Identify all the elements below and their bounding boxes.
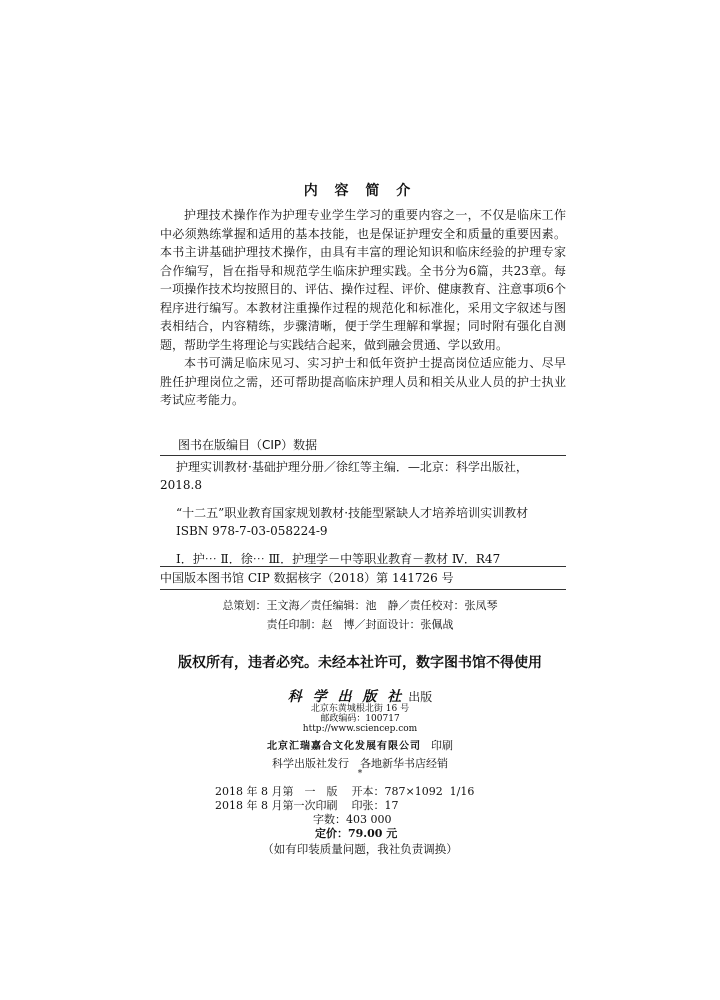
printing-date: 2018 年 8 月第一次印刷	[215, 799, 338, 812]
publisher-role: 出版	[408, 690, 433, 704]
intro-body	[160, 206, 566, 410]
word-count: 字数：403 000	[313, 813, 392, 826]
credits-line-1: 总策划：王文海／责任编辑：池 静／责任校对：张凤琴	[222, 599, 498, 612]
publisher-address: 北京东黄城根北街 16 号	[310, 704, 410, 714]
cip-classification: Ⅰ．护⋯ Ⅱ．徐⋯ Ⅲ．护理学－中等职业教育－教材 Ⅳ．R47	[176, 552, 501, 566]
cip-series: “十二五”职业教育国家规划教材·技能型紧缺人才培养培训实训教材	[176, 506, 529, 520]
edition-info	[215, 785, 505, 841]
cip-data-number: 中国版本图书馆 CIP 数据核字（2018）第 141726 号	[160, 571, 454, 585]
cip-rule-bottom	[160, 589, 566, 590]
distribution-line: 科学出版社发行 各地新华书店经销	[272, 757, 448, 770]
publisher-url: http://www.sciencep.com	[302, 724, 418, 734]
intro-paragraph-2: 本书可满足临床见习、实习护士和低年资护士提高岗位适应能力、尽早胜任护理岗位之需，还可帮助提高临床护理人员和相关从业人员的护士执业考试应考能力。	[160, 356, 566, 407]
format-size: 开本：787×1092 1/16	[351, 785, 475, 798]
printer-role: 印刷	[431, 739, 453, 752]
cip-isbn: ISBN 978-7-03-058224-9	[176, 524, 328, 538]
price-row	[215, 827, 505, 841]
cip-entry-line2: 2018.8	[160, 478, 202, 492]
cip-body	[160, 458, 566, 568]
separator-mark: *	[357, 769, 363, 779]
intro-title: 内 容 简 介	[303, 183, 417, 199]
edition-date: 2018 年 8 月第 一 版	[215, 785, 338, 798]
printer-name: 北京汇瑞嘉合文化发展有限公司	[267, 741, 421, 752]
cip-heading: 图书在版编目（CIP）数据	[178, 438, 318, 452]
publisher-line	[0, 686, 720, 706]
cip-rule-top	[160, 455, 566, 456]
edition-row-2	[215, 799, 505, 813]
edition-row-1	[215, 785, 505, 799]
price-label: 定价：	[315, 827, 348, 840]
rights-notice: 版权所有，违者必究。未经本社许可，数字图书馆不得使用	[178, 655, 542, 671]
publisher-postcode: 邮政编码：100717	[320, 714, 400, 724]
cip-entry-line1: 护理实训教材·基础护理分册／徐红等主编．—北京：科学出版社，	[176, 460, 528, 474]
cip-rule-mid	[160, 566, 566, 567]
credits-line-2: 责任印制：赵 博／封面设计：张佩战	[266, 618, 454, 631]
sheet-count: 印张：17	[351, 799, 399, 812]
publisher-logo: 科 学 出 版 社	[287, 689, 405, 705]
price-value: 79.00 元	[348, 827, 398, 840]
quality-note: （如有印装质量问题，我社负责调换）	[262, 842, 458, 856]
intro-paragraph-1: 护理技术操作作为护理专业学生学习的重要内容之一，不仅是临床工作中必须熟练掌握和适用的基本技能，也是保证护理安全和质量的重要因素。本书主讲基础护理技术操作，由具有丰富的理论知识和临床经验的护理专家合作编写，旨在指导和规范学生临床护理实践。全书分为6篇，共23章。每一项操作技术均按照目的、评估、操作过程、评价、健康教育、注意事项6个程序进行编写。本教材注重操作过程的规范化和标准化，采用文字叙述与图表相结合，内容精练，步骤清晰，便于学生理解和掌握；同时附有强化自测题，帮助学生将理论与实践结合起来，做到融会贯通、学以致用。	[160, 208, 566, 352]
printer-line	[0, 737, 720, 753]
